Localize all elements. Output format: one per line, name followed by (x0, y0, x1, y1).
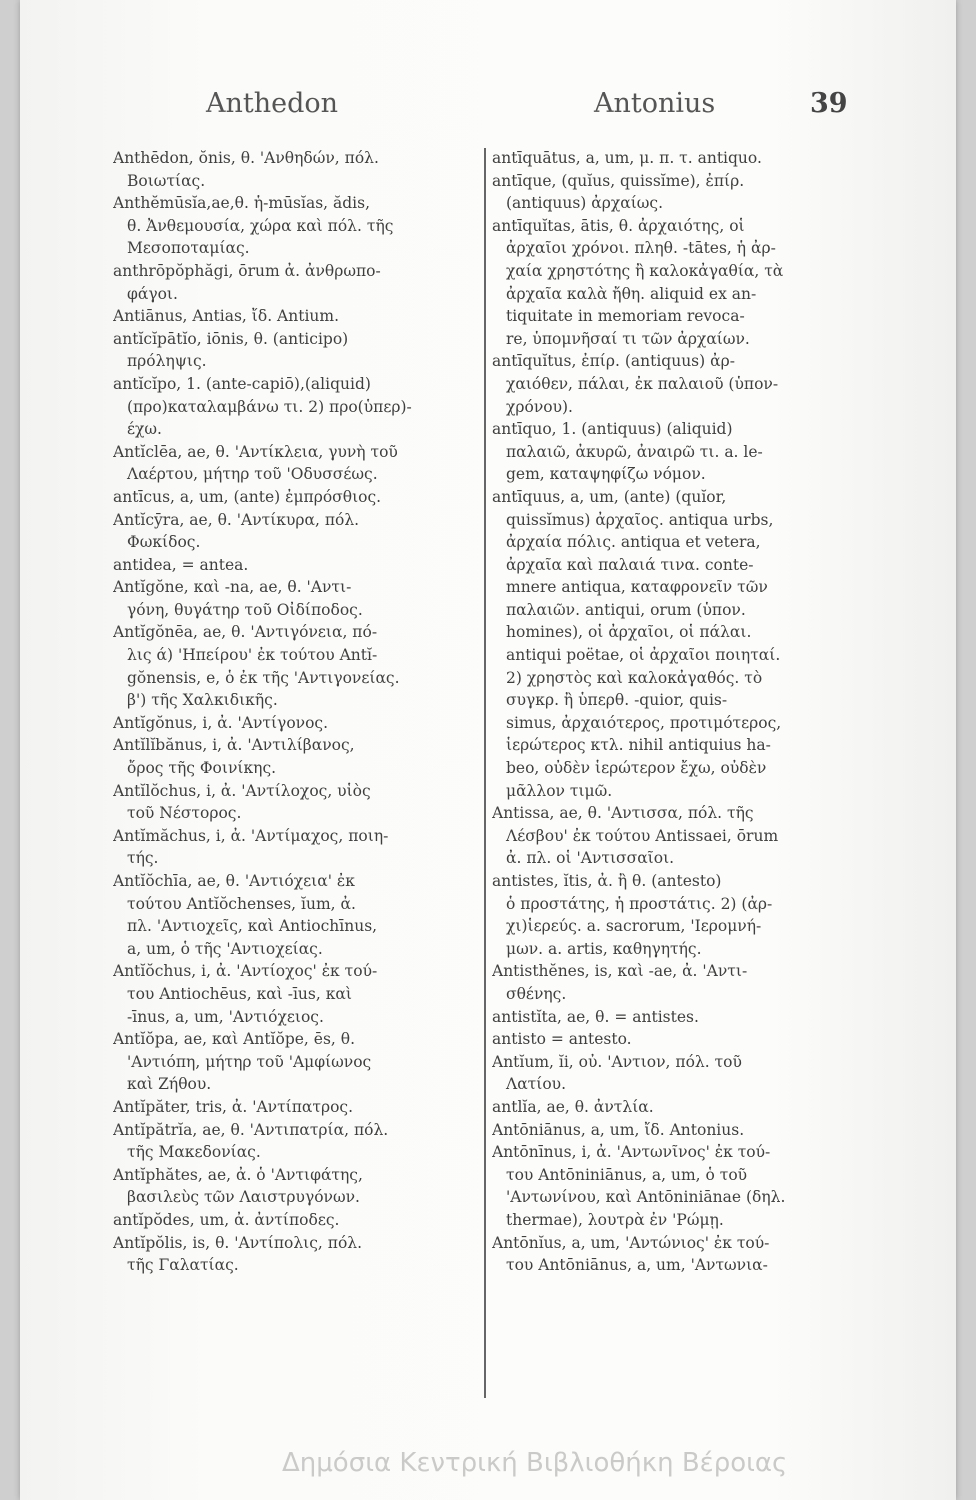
entry-line: -īnus, a, um, 'Αντιόχειος. (127, 1007, 324, 1026)
entry-line: χρόνου). (506, 397, 573, 416)
entry-line: tiquitate in memoriam revoca- (506, 307, 745, 326)
entry-line: λις ά) 'Ηπείρου' ἐκ τούτου Antĭ- (127, 646, 378, 665)
entry-line: (antiquus) ἀρχαίως. (506, 194, 664, 213)
entry-line: Anthĕmūsĭa,ae,θ. ἡ-mūsĭas, ădis, (113, 194, 371, 213)
entry-line: antiqui poëtae, οἱ ἀρχαῖοι ποιηταί. (506, 646, 781, 665)
entry-line: Antĭpŏlis, is, θ. 'Αντίπολις, πόλ. (113, 1233, 363, 1252)
page-number: 39 (810, 88, 848, 119)
entry-line: χαιόθεν, πάλαι, ἐκ παλαιοῦ (ὑπον- (506, 374, 779, 393)
entry-line: antīcus, a, um, (ante) ἐμπρόσθιος. (113, 487, 382, 506)
entry-line: ἀρχαῖα καὶ παλαιά τινα. conte- (506, 555, 754, 574)
entry-line: Antisthĕnes, is, καὶ -ae, ἀ. 'Αντι- (492, 962, 748, 981)
entry-line: Λατίου. (506, 1075, 566, 1094)
entry-line: Antĭgŏnēa, ae, θ. 'Αντιγόνεια, πό- (113, 623, 378, 642)
entry-line: τῆς Γαλατίας. (127, 1256, 239, 1275)
entry-line: βασιλεὺς τῶν Λαιστρυγόνων. (127, 1188, 360, 1207)
entry-line: τής. (127, 849, 159, 868)
entry-line: τοῦ Νέστορος. (127, 804, 242, 823)
entry-line: θ. Ἀνθεμουσία, χώρα καὶ πόλ. τῆς (127, 216, 394, 235)
entry-line: gem, καταψηφίζω νόμον. (506, 465, 706, 484)
entry-line: παλαιῶν. antiqui, orum (ὑπον. (506, 600, 746, 619)
entry-line: Antĭum, ĭi, οὐ. 'Αντιον, πόλ. τοῦ (492, 1052, 742, 1071)
entry-line: γόνη, θυγάτηρ τοῦ Οἰδίποδος. (127, 600, 363, 619)
entry-line: Antissa, ae, θ. 'Αντισσα, πόλ. τῆς (492, 804, 754, 823)
entry-line: του Antiochēus, καὶ -īus, καὶ (127, 984, 352, 1003)
entry-line: του Antōniānus, a, um, 'Αντωνια- (506, 1256, 768, 1275)
entry-line: χι)ἱερεύς. a. sacrorum, 'Ιερομνή- (506, 917, 762, 936)
entry-line: antistĭta, ae, θ. = antistes. (492, 1007, 699, 1026)
entry-line: (προ)καταλαμβάνω τι. 2) προ(ὑπερ)- (127, 397, 412, 416)
entry-line: Antĭphătes, ae, ἀ. ὁ 'Αντιφάτης, (113, 1165, 363, 1184)
dictionary-page (20, 0, 956, 1500)
entry-line: ἀρχαῖοι χρόνοι. πληθ. -tātes, ἡ ἀρ- (506, 239, 776, 258)
entry-line: gŏnensis, e, ὁ ἐκ τῆς 'Αντιγονείας. (127, 668, 400, 687)
entry-line: β') τῆς Χαλκιδικῆς. (127, 691, 278, 710)
entry-line: Anthēdon, ŏnis, θ. 'Ανθηδών, πόλ. (113, 149, 379, 167)
entry-line: Antĭmăchus, i, ἀ. 'Αντίμαχος, ποιη- (113, 826, 389, 845)
entry-line: antīquātus, a, um, μ. π. τ. antiquo. (492, 149, 762, 167)
entry-line: antlĭa, ae, θ. ἀντλία. (492, 1097, 654, 1116)
left-guide-word: Anthedon (206, 88, 339, 119)
entry-line: Μεσοποταμίας. (127, 239, 250, 258)
entry-line: σθένης. (506, 984, 567, 1003)
entry-line: καὶ Ζήθου. (127, 1075, 212, 1094)
entry-line: anthrōpŏphăgi, ōrum ἀ. ἀνθρωπο- (113, 261, 381, 280)
entry-line: Antĭpătrĭa, ae, θ. 'Αντιπατρία, πόλ. (113, 1120, 389, 1139)
entry-line: ὁ προστάτης, ἡ προστάτις. 2) (ἀρ- (506, 894, 773, 913)
entry-line: Λαέρτου, μήτηρ τοῦ 'Οδυσσέως. (127, 465, 378, 484)
entry-line: ἀρχαῖα καλὰ ἤθη. aliquid ex an- (506, 284, 757, 303)
entry-line: ἱερώτερος κτλ. nihil antiquius ha- (506, 736, 771, 755)
entry-line: φάγοι. (127, 284, 178, 303)
entry-line: antīquĭtus, ἐπίρ. (antiquus) ἀρ- (492, 352, 735, 371)
entry-line: antistes, ĭtis, ἀ. ἢ θ. (antesto) (492, 872, 722, 890)
running-head (20, 88, 956, 136)
entry-line: Antĭŏchīa, ae, θ. 'Αντιόχεια' ἐκ (113, 872, 355, 890)
entry-line: ἀρχαία πόλις. antiqua et vetera, (506, 533, 761, 552)
entry-line: homines), οἱ ἀρχαῖοι, οἱ πάλαι. (506, 623, 752, 642)
entry-line: τούτου Antĭŏchenses, ĭum, ἀ. (127, 894, 356, 913)
entry-line: πρόληψις. (127, 352, 207, 371)
entry-line: simus, ἀρχαιότερος, προτιμότερος, (506, 713, 782, 732)
entry-line: Antĭgŏne, καὶ -na, ae, θ. 'Αντι- (113, 578, 352, 597)
entry-line: beo, οὐδὲν ἱερώτερον ἔχω, οὐδὲν (506, 759, 767, 778)
entry-line: ὄρος τῆς Φοινίκης. (127, 759, 277, 778)
entry-line: Antĭcȳra, ae, θ. 'Αντίκυρα, πόλ. (113, 510, 360, 529)
entry-line: τῆς Μακεδονίας. (127, 1143, 261, 1162)
entry-line: 'Αντιόπη, μήτηρ τοῦ 'Αμφίωνος (127, 1052, 372, 1071)
entry-line: Βοιωτίας. (127, 171, 206, 190)
entry-line: antidea, = antea. (113, 555, 249, 574)
entry-line: του Antōniniānus, a, um, ὁ τοῦ (506, 1165, 748, 1184)
column-divider (484, 148, 486, 1398)
entry-line: Antĭlĭbănus, i, ἀ. 'Αντιλίβανος, (113, 736, 355, 755)
entry-line: re, ὑπομνῆσαί τι τῶν ἀρχαίων. (506, 329, 750, 348)
entry-line: Λέσβου' ἐκ τούτου Antissaei, ōrum (506, 826, 779, 845)
entry-line: thermae), λουτρὰ ἐν 'Ρώμῃ. (506, 1210, 724, 1229)
entry-line: antīque, (quĭus, quissĭme), ἐπίρ. (492, 171, 745, 190)
entry-line: Antōnīnus, i, ἀ. 'Αντωνῖνος' ἐκ τού- (492, 1143, 771, 1162)
entry-line: συγκρ. ἢ ὑπερθ. -quior, quis- (506, 691, 728, 710)
entry-line: μων. a. artis, καθηγητής. (506, 939, 702, 958)
entry-line: έχω. (127, 420, 162, 439)
entry-line: antĭpŏdes, um, ἀ. ἀντίποδες. (113, 1210, 340, 1229)
entry-line: ἀ. πλ. οἱ 'Αντισσαῖοι. (506, 849, 675, 868)
entry-line: a, um, ὁ τῆς 'Αντιοχείας. (127, 939, 323, 958)
entry-line: antĭcĭpātĭo, iōnis, θ. (anticipo) (113, 329, 349, 348)
entry-line: 'Αντωνίνου, καὶ Antōniniānae (δηλ. (506, 1188, 786, 1207)
entry-line: antisto = antesto. (492, 1030, 632, 1049)
entry-line: μᾶλλον τιμῶ. (506, 781, 613, 800)
entry-line: quissĭmus) ἀρχαῖος. antiqua urbs, (506, 510, 774, 529)
right-column (492, 147, 902, 1277)
entry-line: Antōnĭus, a, um, 'Αντώνιος' ἐκ τού- (492, 1233, 770, 1252)
entry-line: 2) χρηστὸς καὶ καλοκἀγαθός. τὸ (506, 668, 763, 687)
entry-line: antīquĭtas, ātis, θ. ἀρχαιότης, οἱ (492, 216, 745, 235)
entry-line: Antĭŏpa, ae, καὶ Antĭŏpe, ēs, θ. (113, 1030, 356, 1049)
entry-line: παλαιῶ, ἀκυρῶ, ἀναιρῶ τι. a. le- (506, 442, 763, 461)
entry-line: Antĭlŏchus, i, ἀ. 'Αντίλοχος, υἱὸς (113, 781, 371, 800)
entry-line: Antōniānus, a, um, ἴδ. Antonius. (492, 1120, 745, 1139)
left-column (113, 147, 481, 1277)
entry-line: Antĭgŏnus, i, ἀ. 'Αντίγονος. (113, 713, 329, 732)
entry-line: χαία χρηστότης ἢ καλοκἀγαθία, τὰ (506, 261, 784, 280)
entry-line: antīquus, a, um, (ante) (quĭor, (492, 487, 727, 506)
entry-line: Antiānus, Antias, ἴδ. Antium. (113, 307, 340, 326)
entry-line: Antĭclēa, ae, θ. 'Αντίκλεια, γυνὴ τοῦ (113, 442, 398, 461)
entry-line: antĭcĭpo, 1. (ante-capiō),(aliquid) (113, 374, 371, 393)
entry-line: antīquo, 1. (antiquus) (aliquid) (492, 420, 733, 439)
entry-line: Φωκίδος. (127, 533, 201, 552)
library-watermark: Δημόσια Κεντρική Βιβλιοθήκη Βέροιας (282, 1448, 788, 1478)
entry-line: mnere antiqua, καταφρονεῖν τῶν (506, 578, 768, 597)
entry-line: Antĭŏchus, i, ἀ. 'Αντίοχος' ἐκ τού- (113, 962, 378, 981)
entry-line: πλ. 'Αντιοχεῖς, καὶ Antiochīnus, (127, 917, 378, 936)
right-guide-word: Antonius (594, 88, 716, 119)
entry-line: Antĭpăter, tris, ἀ. 'Αντίπατρος. (113, 1097, 354, 1116)
